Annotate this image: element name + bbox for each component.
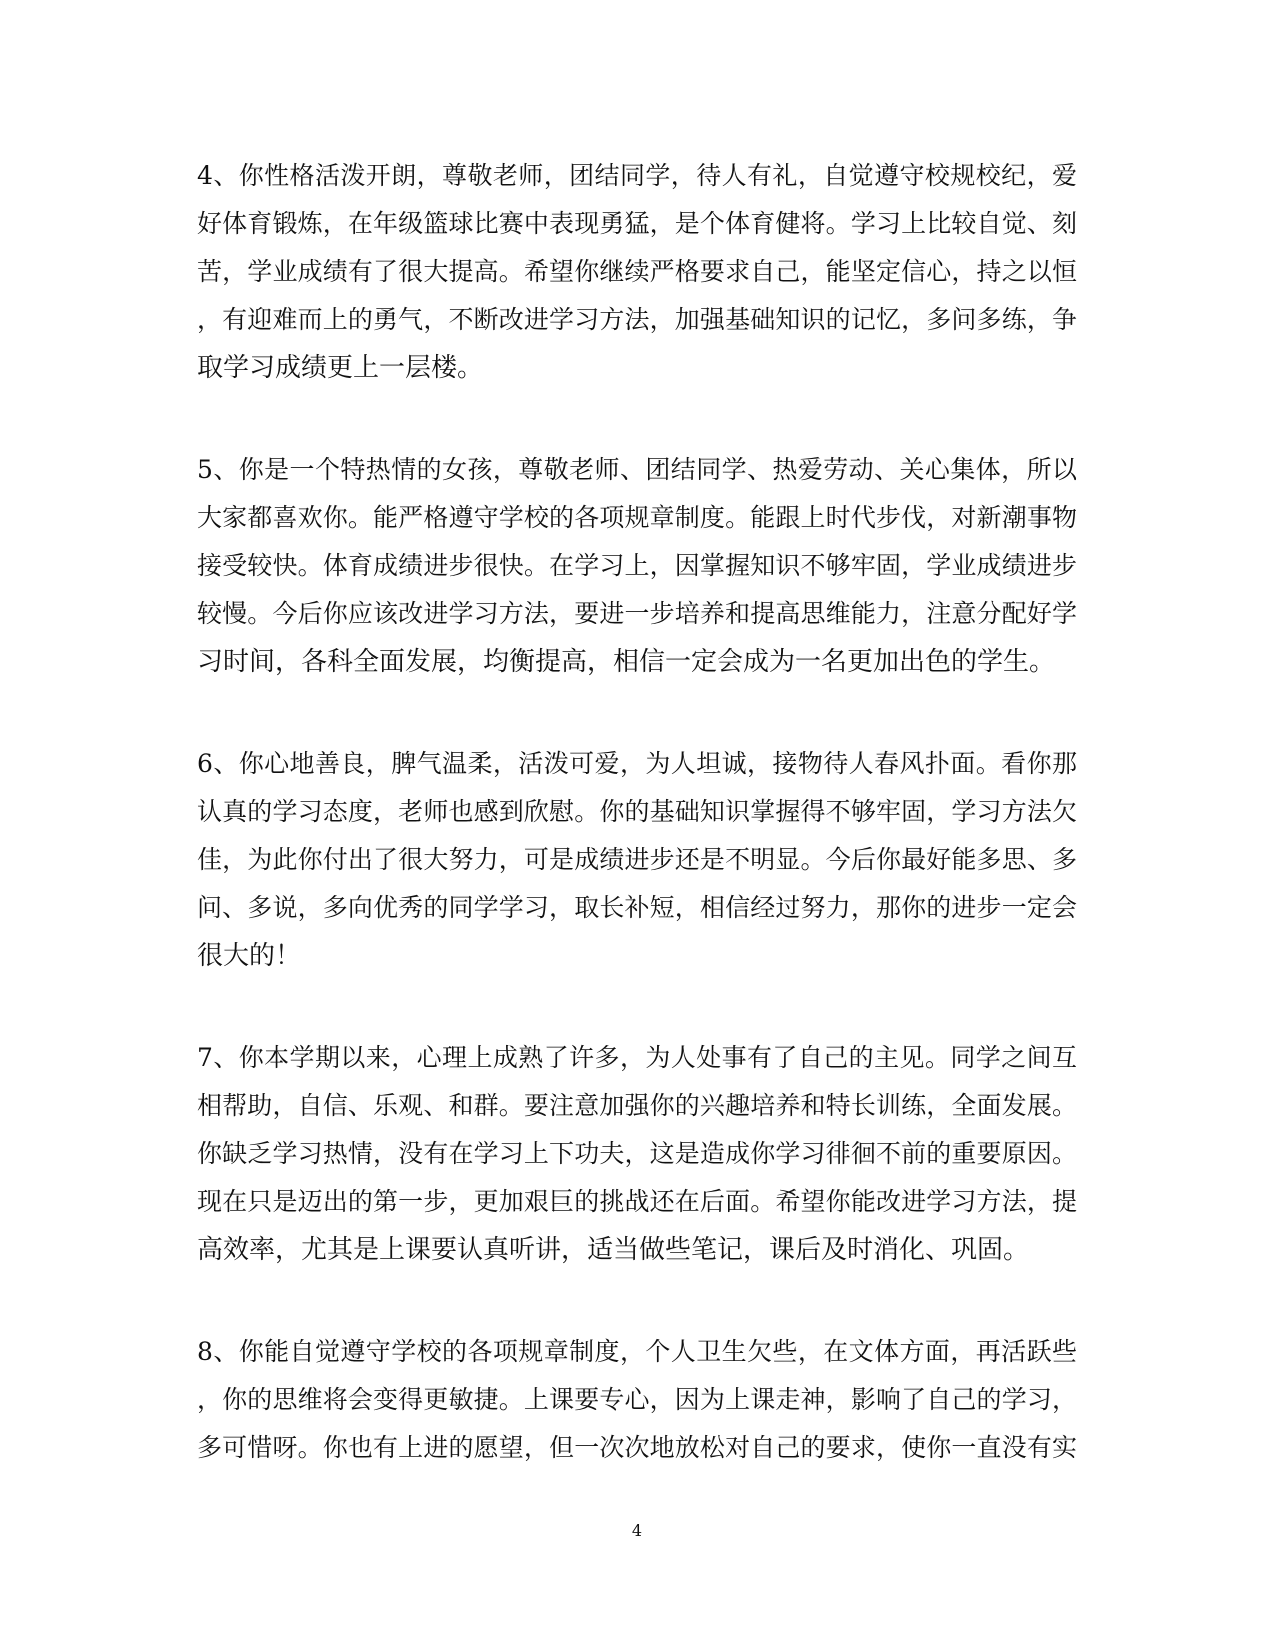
comment-paragraph-6	[197, 740, 1077, 980]
paragraph-line: 大家都喜欢你。能严格遵守学校的各项规章制度。能跟上时代步伐，对新潮事物	[197, 503, 1077, 532]
comment-paragraph-5	[197, 446, 1077, 686]
paragraph-line: 现在只是迈出的第一步，更加艰巨的挑战还在后面。希望你能改进学习方法，提	[197, 1187, 1077, 1216]
paragraph-line: 5、你是一个特热情的女孩，尊敬老师、团结同学、热爱劳动、关心集体，所以	[197, 455, 1077, 484]
paragraph-line: 4、你性格活泼开朗，尊敬老师，团结同学，待人有礼，自觉遵守校规校纪，爱	[197, 161, 1077, 190]
paragraph-line: 习时间，各科全面发展，均衡提高，相信一定会成为一名更加出色的学生。	[197, 647, 1056, 677]
paragraph-line: 6、你心地善良，脾气温柔，活泼可爱，为人坦诚，接物待人春风扑面。看你那	[197, 749, 1077, 778]
paragraph-line: 认真的学习态度，老师也感到欣慰。你的基础知识掌握得不够牢固，学习方法欠	[197, 797, 1077, 826]
paragraph-line: 相帮助，自信、乐观、和群。要注意加强你的兴趣培养和特长训练，全面发展。	[197, 1091, 1077, 1120]
paragraph-line: 多可惜呀。你也有上进的愿望，但一次次地放松对自己的要求，使你一直没有实	[197, 1433, 1077, 1462]
paragraph-line: 接受较快。体育成绩进步很快。在学习上，因掌握知识不够牢固，学业成绩进步	[197, 551, 1077, 580]
paragraph-line: 较慢。今后你应该改进学习方法，要进一步培养和提高思维能力，注意分配好学	[197, 599, 1077, 628]
paragraph-line: 很大的！	[197, 941, 302, 971]
comment-paragraph-8	[197, 1328, 1077, 1472]
comment-paragraph-7	[197, 1034, 1077, 1274]
paragraph-line: 好体育锻炼，在年级篮球比赛中表现勇猛，是个体育健将。学习上比较自觉、刻	[197, 209, 1077, 238]
comment-paragraph-4	[197, 152, 1077, 392]
page-number: 4	[631, 1521, 643, 1540]
paragraph-line: ，有迎难而上的勇气，不断改进学习方法，加强基础知识的记忆，多问多练，争	[197, 305, 1077, 334]
paragraph-line: 高效率，尤其是上课要认真听讲，适当做些笔记，课后及时消化、巩固。	[197, 1235, 1030, 1265]
paragraph-line: 7、你本学期以来，心理上成熟了许多，为人处事有了自己的主见。同学之间互	[197, 1043, 1077, 1072]
paragraph-line: 佳，为此你付出了很大努力，可是成绩进步还是不明显。今后你最好能多思、多	[197, 845, 1077, 874]
paragraph-line: 问、多说，多向优秀的同学学习，取长补短，相信经过努力，那你的进步一定会	[197, 893, 1077, 922]
paragraph-line: ，你的思维将会变得更敏捷。上课要专心，因为上课走神，影响了自己的学习，	[197, 1385, 1077, 1414]
paragraph-line: 苦，学业成绩有了很大提高。希望你继续严格要求自己，能坚定信心，持之以恒	[197, 257, 1077, 286]
paragraph-line: 取学习成绩更上一层楼。	[197, 353, 484, 383]
paragraph-line: 8、你能自觉遵守学校的各项规章制度，个人卫生欠些，在文体方面，再活跃些	[197, 1337, 1077, 1366]
paragraph-line: 你缺乏学习热情，没有在学习上下功夫，这是造成你学习徘徊不前的重要原因。	[197, 1139, 1077, 1168]
